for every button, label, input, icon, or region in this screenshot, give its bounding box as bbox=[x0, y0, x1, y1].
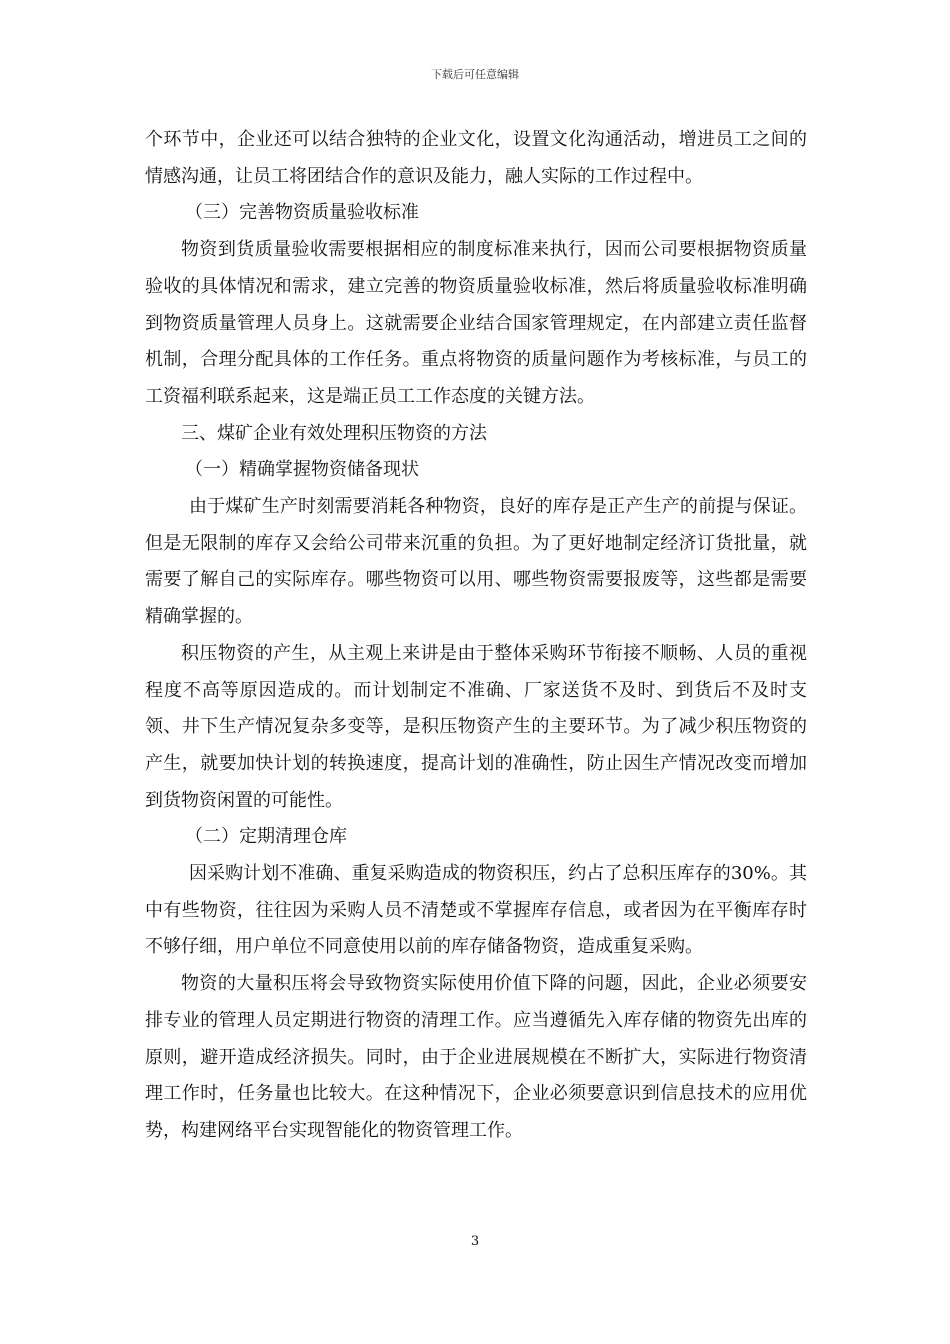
paragraph: 积压物资的产生，从主观上来讲是由于整体采购环节衔接不顺畅、人员的重视程度不高等原因造成的。而计划制定不准确、厂家送货不及时、到货后不及时支领、井下生产情况复杂多变等，是积压物资产生的主要环节。为了减少积压物资的产生，就要加快计划的转换速度，提高计划的准确性，防止因生产情况改变而增加到货物资闲置的可能性。 bbox=[145, 642, 807, 811]
paragraph: 物资的大量积压将会导致物资实际使用价值下降的问题，因此，企业必须要安排专业的管理人员定期进行物资的清理工作。应当遵循先入库存储的物资先出库的原则，避开造成经济损失。同时，由于企业进展规模在不断扩大，实际进行物资清理工作时，任务量也比较大。在这种情况下，企业必须要意识到信息技术的应用优势，构建网络平台实现智能化的物资管理工作。 bbox=[145, 973, 807, 1141]
paragraph: 物资到货质量验收需要根据相应的制度标准来执行，因而公司要根据物资质量验收的具体情况和需求，建立完善的物资质量验收标准，然后将质量验收标准明确到物资质量管理人员身上。这就需要企业结合国家管理规定，在内部建立责任监督机制，合理分配具体的工作任务。重点将物资的质量问题作为考核标准，与员工的工资福利联系起来，这是端正员工工作态度的关键方法。 bbox=[145, 239, 807, 407]
document-body bbox=[145, 122, 807, 1150]
page-header: 下载后可任意编辑 bbox=[431, 68, 519, 81]
page-number: 3 bbox=[470, 1234, 480, 1249]
section-heading-2: （二）定期清理仓库 bbox=[185, 826, 347, 848]
paragraph: 因采购计划不准确、重复采购造成的物资积压，约占了总积压库存的30%。其中有些物资，往往因为采购人员不清楚或不掌握库存信息，或者因为在平衡库存时不够仔细，用户单位不同意使用以前的库存储备物资，造成重复采购。 bbox=[145, 863, 807, 958]
section-heading-1: （一）精确掌握物资储备现状 bbox=[185, 459, 419, 481]
paragraph: 由于煤矿生产时刻需要消耗各种物资，良好的库存是正产生产的前提与保证。但是无限制的库存又会给公司带来沉重的负担。为了更好地制定经济订货批量，就需要了解自己的实际库存。哪些物资可以用、哪些物资需要报废等，这些都是需要精确掌握的。 bbox=[145, 496, 807, 628]
paragraph-continuation: 个环节中，企业还可以结合独特的企业文化，设置文化沟通活动，增进员工之间的情感沟通，让员工将团结合作的意识及能力，融人实际的工作过程中。 bbox=[145, 129, 807, 187]
section-heading-3: （三）完善物资质量验收标准 bbox=[185, 202, 419, 224]
chapter-heading: 三、煤矿企业有效处理积压物资的方法 bbox=[181, 422, 487, 444]
